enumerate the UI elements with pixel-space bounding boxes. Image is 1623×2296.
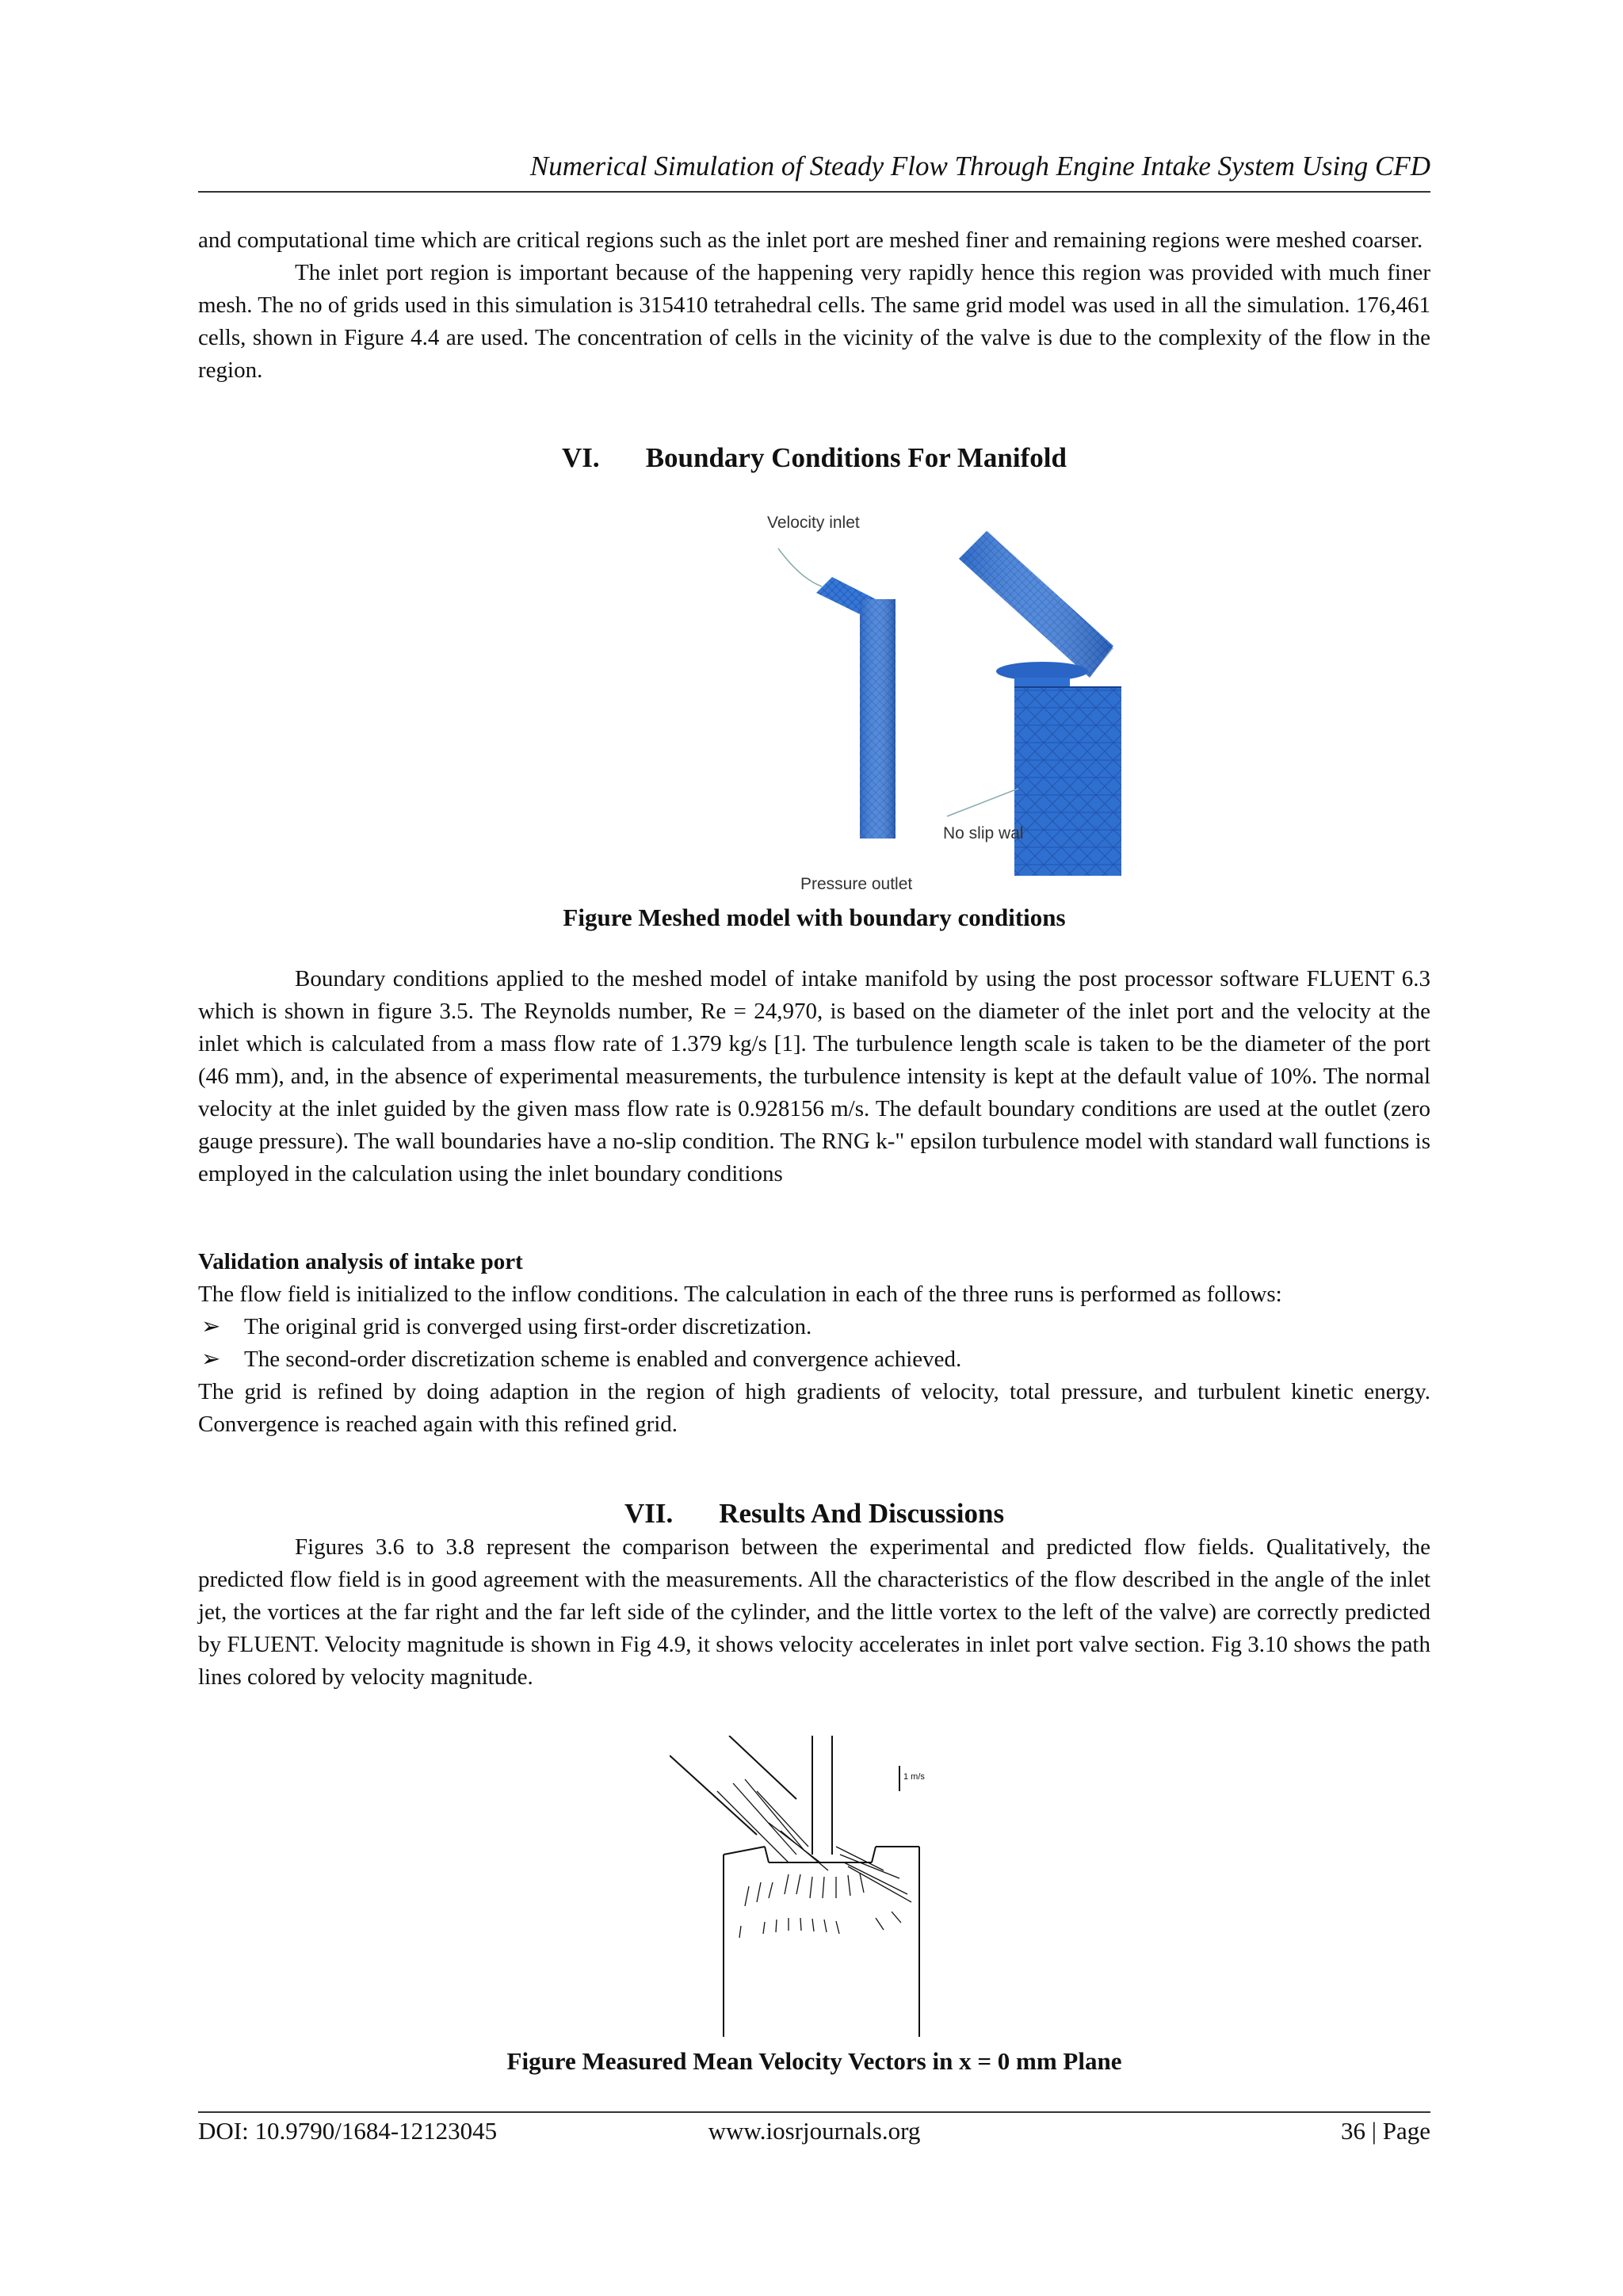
paragraph-intro <box>198 224 1430 387</box>
no-slip-wall-label: No slip wal <box>943 824 1024 842</box>
footer-rule <box>198 2111 1430 2113</box>
figure-1-caption: Figure Meshed model with boundary conditions <box>563 904 1066 931</box>
arrow-bullet-icon: ➢ <box>201 1347 221 1372</box>
paragraph-boundary <box>198 963 1430 1190</box>
paragraph-3: Boundary conditions applied to the meshed model of intake manifold by using the post processor software FLUENT 6.3 which is shown in figure 3.5. The Reynolds number, Re = 24,970, is based on the diameter of the inlet port and the velocity at the inlet which is calculated from a mass flow rate of 1.379 kg/s [1]. The turbulence length scale is taken to be the diameter of the port (46 mm), and, in the absence of experimental measurements, the turbulence intensity is kept at the default value of 10%. The normal velocity at the inlet guided by the given mass flow rate is 0.928156 m/s. The default boundary conditions are used at the outlet (zero gauge pressure). The wall boundaries have a no-slip condition. The RNG k-" epsilon turbulence model with standard wall functions is employed in the calculation using the inlet boundary conditions <box>198 966 1430 1186</box>
running-title: Numerical Simulation of Steady Flow Through Engine Intake System Using CFD <box>529 151 1430 181</box>
validation-heading: Validation analysis of intake port <box>198 1249 523 1274</box>
section-heading-6 <box>198 442 1430 474</box>
figure-2-caption: Figure Measured Mean Velocity Vectors in x = 0 mm Plane <box>506 2047 1122 2075</box>
paragraph-results <box>198 1531 1430 1694</box>
meshed-model-figure <box>535 507 1121 900</box>
section-number: VI. <box>562 442 600 473</box>
section-number: VII. <box>624 1498 674 1529</box>
validation-outro: The grid is refined by doing adaption in the region of high gradients of velocity, total pressure, and turbulent kinetic energy. Convergence is reached again with this refined grid. <box>198 1379 1430 1437</box>
bullet-item: ➢ The original grid is converged using first-order discretization. <box>198 1311 1430 1343</box>
section-title: Results And Discussions <box>719 1498 1005 1529</box>
doi-text: DOI: 10.9790/1684-12123045 <box>198 2117 498 2145</box>
validation-section <box>198 1246 1430 1441</box>
paragraph-2: The inlet port region is important because of the happening very rapidly hence this region was provided with much finer mesh. The no of grids used in this simulation is 315410 tetrahedral cells. The same grid model was used in all the simulation. 176,461 cells, shown in Figure 4.4 are used. The concentration of cells in the vicinity of the valve is due to the complexity of the flow in the region. <box>198 260 1430 383</box>
website-link[interactable]: www.iosrjournals.org <box>708 2117 921 2145</box>
section-heading-7 <box>198 1498 1430 1530</box>
arrow-bullet-icon: ➢ <box>201 1314 221 1339</box>
paragraph-1: and computational time which are critical regions such as the inlet port are meshed finer and remaining regions were meshed coarser. <box>198 227 1423 253</box>
velocity-inlet-label: Velocity inlet <box>767 514 860 532</box>
page-footer <box>198 2117 1430 2149</box>
page-number: 36 | Page <box>1341 2117 1430 2145</box>
validation-bullets <box>198 1311 1430 1376</box>
scale-label: 1 m/s <box>903 1772 925 1782</box>
header-rule <box>198 191 1430 193</box>
paper-page <box>198 0 1430 2296</box>
bullet-item: ➢ The second-order discretization scheme is enabled and convergence achieved. <box>198 1343 1430 1376</box>
paragraph-4: Figures 3.6 to 3.8 represent the comparison between the experimental and predicted flow fields. Qualitatively, the predicted flow field is in good agreement with the measurements. All the characteristics of the flow described in the angle of the inlet jet, the vortices at the far right and the far left side of the cylinder, and the little vortex to the left of the valve) are correctly predicted by FLUENT. Velocity magnitude is shown in Fig 4.9, it shows velocity accelerates in inlet port valve section. Fig 3.10 shows the path lines colored by velocity magnitude. <box>198 1534 1430 1690</box>
validation-intro: The flow field is initialized to the inflow conditions. The calculation in each of the three runs is performed as follows: <box>198 1282 1282 1307</box>
velocity-vectors-figure <box>670 1736 939 2041</box>
section-title: Boundary Conditions For Manifold <box>645 442 1067 473</box>
pressure-outlet-label: Pressure outlet <box>800 875 913 893</box>
